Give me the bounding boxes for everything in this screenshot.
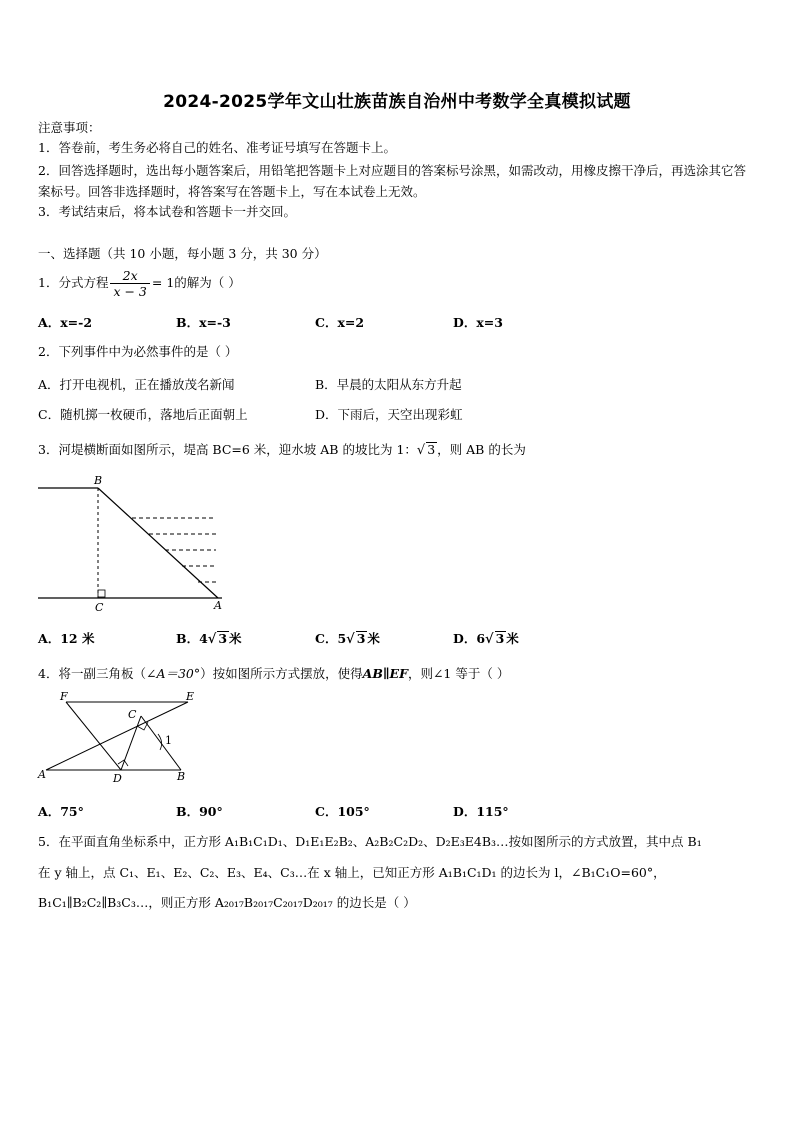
q4-label-d: D — [113, 772, 122, 785]
q4-stem-c: ，则∠1 等于（ ） — [407, 666, 510, 681]
q4-option-d: D．115° — [453, 804, 509, 819]
question-2-stem: 2．下列事件中为必然事件的是（ ） — [38, 344, 238, 359]
q2-option-d: D．下雨后，天空出现彩虹 — [315, 407, 463, 422]
q3-option-c-radicand: 3 — [356, 631, 366, 646]
q4-parallel: AB∥EF — [362, 666, 408, 681]
notice-item-2: 2．回答选择题时，选出每小题答案后，用铅笔把答题卡上对应题目的答案标号涂黑，如需改动，用橡皮擦干净后，再选涂其它答案标号。回答非选择题时，将答案写在答题卡上，写在本试卷上无效。 — [38, 163, 746, 199]
q3-stem-radicand: 3 — [427, 442, 436, 457]
q4-label-e: E — [186, 692, 195, 703]
q1-equals: = 1 — [151, 275, 175, 290]
page-title: 2024-2025学年文山壮族苗族自治州中考数学全真模拟试题 — [163, 92, 631, 112]
q4-option-a: A．75° — [38, 804, 84, 819]
q4-stem-b: ）按如图所示方式摆放，使得 — [200, 666, 363, 681]
question-5-line-3: B₁C₁∥B₂C₂∥B₃C₃…，则正方形 A₂₀₁₇B₂₀₁₇C₂₀₁₇D₂₀₁₇ 的边长是（ ） — [38, 895, 416, 910]
q1-numerator: 2x — [110, 268, 149, 284]
q4-angle: ∠A＝30° — [145, 666, 201, 681]
q1-option-d: D．x=3 — [453, 315, 503, 330]
q3-option-c — [315, 629, 380, 647]
q3-option-b-unit: 米 — [229, 631, 242, 646]
q4-label-c: C — [128, 708, 137, 721]
notice-item-3: 3．考试结束后，将本试卷和答题卡一并交回。 — [38, 204, 296, 219]
q4-line-dc — [121, 716, 141, 770]
question-5-line-1: 5．在平面直角坐标系中，正方形 A₁B₁C₁D₁、D₁E₁E₂B₂、A₂B₂C₂D₂、D₂E₃E4B₃…按如图所示的方式放置，其中点 B₁ — [38, 834, 702, 849]
section-heading: 一、选择题（共 10 小题，每小题 3 分，共 30 分） — [38, 246, 327, 261]
question-1-stem — [38, 266, 241, 300]
notice-item-1: 1．答卷前，考生务必将自己的姓名、准考证号填写在答题卡上。 — [38, 140, 396, 155]
q3-water-lines — [132, 518, 216, 582]
q1-denominator: x − 3 — [113, 284, 147, 299]
q3-option-c-unit: 米 — [367, 631, 380, 646]
sqrt-sign-icon: √ — [346, 632, 355, 647]
q3-embankment-figure — [36, 472, 236, 617]
q4-line-fd — [66, 702, 121, 770]
q1-option-b: B．x=-3 — [176, 315, 231, 330]
q1-option-a: A．x=-2 — [38, 315, 93, 330]
q3-option-d-radicand: 3 — [495, 631, 505, 646]
q1-fraction — [110, 268, 149, 299]
q4-triangles-figure — [36, 692, 206, 792]
q4-stem-a: 4．将一副三角板（ — [38, 666, 146, 681]
q4-label-1: 1 — [165, 734, 172, 747]
q2-option-b: B．早晨的太阳从东方升起 — [315, 377, 462, 392]
q4-option-c: C．105° — [315, 804, 370, 819]
q3-option-b-radicand: 3 — [218, 631, 228, 646]
q4-label-b: B — [177, 770, 186, 783]
question-4-stem — [38, 665, 509, 683]
notice-heading: 注意事项： — [38, 120, 101, 135]
q2-option-c: C．随机掷一枚硬币，落地后正面朝上 — [38, 407, 248, 422]
q1-option-c: C．x=2 — [315, 315, 365, 330]
q3-stem-a: 3．河堤横断面如图所示，堤高 BC=6 米，迎水坡 AB 的坡比为 1： — [38, 442, 417, 457]
q3-option-b — [176, 629, 242, 647]
question-5-line-2: 在 y 轴上，点 C₁、E₁、E₂、C₂、E₃、E₄、C₃…在 x 轴上，已知正方形 A₁B₁C₁D₁ 的边长为 l，∠B₁C₁O=60°， — [38, 865, 666, 880]
sqrt-sign-icon: √ — [207, 632, 217, 647]
sqrt-sign-icon: √ — [416, 443, 426, 458]
q3-option-c-coef: C．5 — [315, 631, 347, 646]
q3-option-d — [453, 629, 519, 647]
q1-suffix: 的解为（ ） — [174, 275, 241, 290]
q3-label-b: B — [94, 474, 103, 487]
q3-stem-b: ，则 AB 的长为 — [437, 442, 526, 457]
q3-right-angle-mark — [98, 590, 105, 597]
q3-option-a: A．12 米 — [38, 631, 95, 646]
q4-option-b: B．90° — [176, 804, 223, 819]
q1-prefix: 1．分式方程 — [38, 275, 109, 290]
q3-option-d-coef: D．6 — [453, 631, 486, 646]
sqrt-sign-icon: √ — [485, 632, 494, 647]
q3-label-c: C — [95, 601, 104, 614]
q3-option-b-coef: B．4 — [176, 631, 208, 646]
q4-label-a: A — [38, 768, 46, 781]
q4-label-f: F — [60, 692, 68, 703]
q2-option-a: A．打开电视机，正在播放茂名新闻 — [38, 377, 235, 392]
q3-option-d-unit: 米 — [506, 631, 519, 646]
q3-label-a: A — [214, 599, 222, 612]
question-3-stem — [38, 441, 526, 460]
